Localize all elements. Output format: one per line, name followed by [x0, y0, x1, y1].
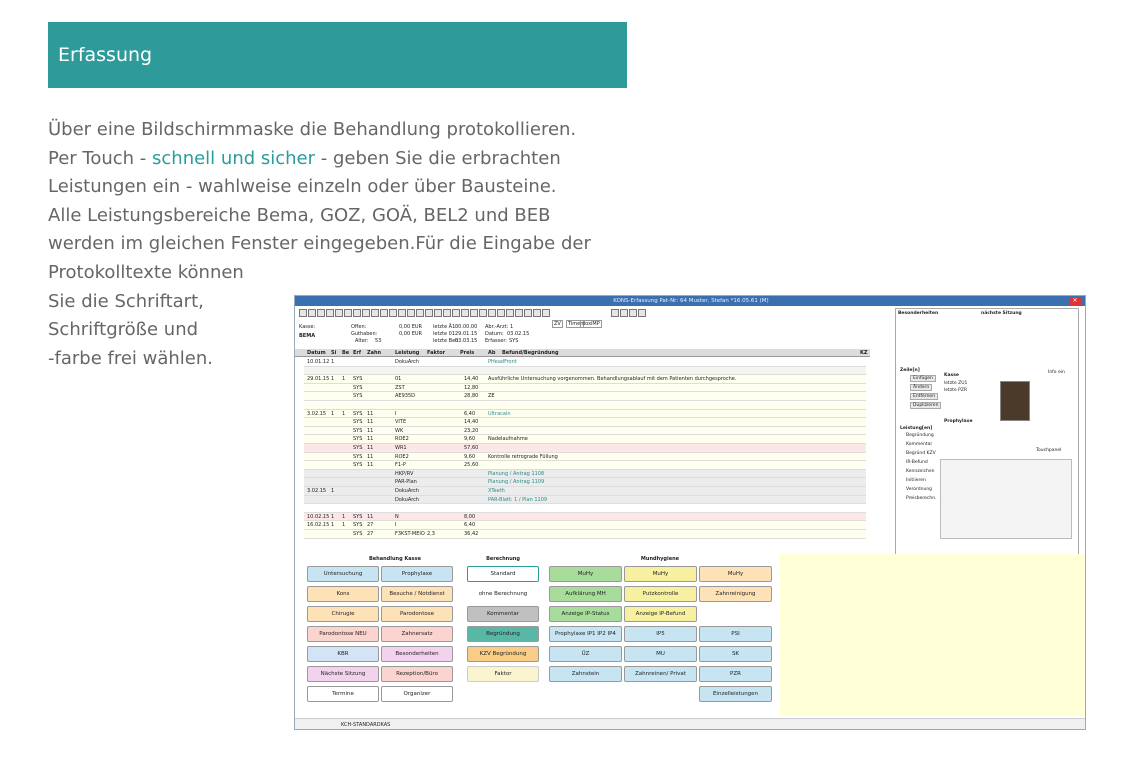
table-row[interactable]	[304, 358, 866, 367]
cell-d: 16.02.15	[307, 522, 330, 529]
paragraph-line	[48, 318, 198, 343]
cell-l: ROE2	[395, 453, 409, 460]
category-button[interactable]: Zahnersatz	[381, 626, 453, 642]
cell-e: SYS	[353, 384, 363, 391]
cell-e: SYS	[353, 410, 363, 417]
table-row[interactable]	[304, 470, 866, 479]
info-abr-val: 1	[510, 324, 514, 330]
paragraph-line	[48, 290, 204, 315]
hygiene-button[interactable]	[549, 686, 622, 702]
cell-p: 6,40	[464, 410, 476, 417]
line-text: Per Touch -	[48, 148, 153, 169]
cell-z: 11	[367, 427, 374, 434]
cell-t: Ausführliche Untersuchung vorgenommen. Behandlungsablauf mit dem Patienten durchgesproche.	[488, 376, 737, 383]
service-menu-item[interactable]: Verordnung	[906, 487, 933, 492]
toolbar-button[interactable]	[497, 309, 505, 317]
hygiene-button[interactable]: PZR	[699, 666, 772, 682]
cell-p: 9,60	[464, 453, 476, 460]
cell-l: HKP/RV	[395, 470, 414, 477]
category-button[interactable]: Parodontose	[381, 606, 453, 622]
cell-d: 3.02.15	[307, 410, 327, 417]
category-button[interactable]: Organizer	[381, 686, 453, 702]
column-header: Faktor	[427, 350, 446, 356]
category-button[interactable]: Parodontose NEU	[307, 626, 379, 642]
billing-button[interactable]: Standard	[467, 566, 539, 582]
cell-s: 1	[331, 522, 335, 529]
hygiene-button[interactable]: Anzeige IP-Status	[549, 606, 622, 622]
cell-e: SYS	[353, 445, 363, 451]
column-header: Erf	[353, 350, 362, 356]
cell-l: I	[395, 410, 397, 417]
cell-t: Kontrolle retrograde Füllung	[488, 453, 558, 460]
info-offen-val: 0,00 EUR	[399, 324, 423, 330]
cell-l: 01	[395, 376, 402, 383]
hygiene-button[interactable]: IP5	[624, 626, 697, 642]
billing-button[interactable]: Kommentar	[467, 606, 539, 622]
right-leistung: Leistung[en]	[900, 426, 933, 431]
info-tab[interactable]: ZV	[554, 321, 561, 327]
cell-z: 11	[367, 410, 374, 417]
avatar	[1000, 381, 1030, 421]
table-row[interactable]	[304, 521, 866, 530]
row-menu-item[interactable]: Ändern	[910, 384, 932, 391]
toolbar-button[interactable]	[611, 309, 619, 317]
hygiene-button[interactable]: Zahnreinigung	[699, 586, 772, 602]
info-alter-val: 53	[375, 338, 382, 344]
table-row[interactable]	[304, 504, 866, 513]
category-button[interactable]: Besuche / Notdienst	[381, 586, 453, 602]
toolbar-button[interactable]	[452, 309, 460, 317]
table-row[interactable]	[304, 496, 866, 505]
cell-e: SYS	[353, 513, 363, 520]
cell-s: 1	[331, 513, 335, 520]
toolbar-button[interactable]	[299, 309, 307, 317]
cell-p: 9,60	[464, 436, 476, 443]
status-bar	[295, 718, 1086, 730]
cell-p: 6,40	[464, 522, 476, 529]
paragraph-line	[48, 261, 244, 286]
column-header: Si	[331, 350, 337, 356]
cell-e: SYS	[353, 436, 363, 443]
cell-z: 11	[367, 445, 374, 451]
toolbar-button[interactable]	[488, 309, 496, 317]
status-text: KCH-STANDARDKAS	[341, 722, 391, 728]
cell-d: 29.01.15	[307, 376, 330, 383]
hygiene-button[interactable]: Aufklärung MH	[549, 586, 622, 602]
service-menu-item[interactable]: Initiieren	[906, 478, 926, 483]
toolbar-button[interactable]	[479, 309, 487, 317]
table-row[interactable]	[304, 487, 866, 496]
toolbar-button[interactable]	[470, 309, 478, 317]
cell-l: DokuArch	[395, 488, 420, 494]
right-zeile: Zeile[n]	[900, 368, 920, 373]
section-banner	[48, 22, 627, 88]
category-button[interactable]: Nächste Sitzung	[307, 666, 379, 682]
table-row[interactable]	[304, 401, 866, 410]
cell-l: WK	[395, 427, 404, 434]
cell-t: Ultracain	[488, 410, 511, 417]
right-naechste: nächste Sitzung	[981, 311, 1022, 316]
right-kasse: Kasse	[944, 373, 959, 378]
right-prophylaxe: Prophylaxe	[944, 419, 973, 424]
info-letzte-beh-val: 03.03.15	[455, 338, 478, 344]
toolbar-button[interactable]	[371, 309, 379, 317]
cell-f: 2,3	[427, 531, 435, 537]
hygiene-button[interactable]	[699, 606, 772, 622]
info-datum: Datum:	[485, 331, 504, 337]
toolbar-button[interactable]	[515, 309, 523, 317]
cell-s: 1	[331, 410, 335, 417]
table-row[interactable]	[304, 461, 866, 470]
toolbar-button[interactable]	[542, 309, 550, 317]
cell-e: SYS	[353, 462, 363, 469]
table-row[interactable]	[304, 384, 866, 393]
category-button[interactable]: Kons	[307, 586, 379, 602]
cell-l: DokuArch	[395, 359, 420, 365]
table-row[interactable]	[304, 530, 866, 539]
cell-z: 11	[367, 453, 374, 460]
cell-z: 11	[367, 462, 374, 469]
toolbar-button[interactable]	[335, 309, 343, 317]
category-button[interactable]: Prophylaxe	[381, 566, 453, 582]
paragraph-line	[48, 204, 550, 229]
category-button[interactable]: Chirugie	[307, 606, 379, 622]
highlight-text: schnell und sicher	[152, 148, 316, 169]
paragraph-line	[48, 347, 213, 372]
line-text: Leistungen ein - wahlweise einzeln oder über Bausteine.	[48, 176, 557, 197]
line-text: Alle Leistungsbereiche Bema, GOZ, GOÄ, BEL2 und BEB	[48, 205, 551, 226]
toolbar-button[interactable]	[326, 309, 334, 317]
panel-header-berechnung: Berechnung	[486, 556, 520, 562]
table-row[interactable]	[304, 367, 866, 376]
info-abr: Abr.-Arzt:	[485, 324, 509, 330]
hygiene-button[interactable]: Zahnreinen/ Privat	[624, 666, 697, 682]
cell-e: SYS	[353, 522, 363, 529]
toolbar-button[interactable]	[389, 309, 397, 317]
cell-t: PHeadFront	[488, 359, 517, 365]
cell-z: 27	[367, 522, 374, 529]
table-row[interactable]	[304, 513, 866, 522]
cell-p: 14,40	[464, 419, 479, 426]
cell-be: 1	[342, 410, 346, 417]
table-row[interactable]	[304, 410, 866, 419]
toolbar-button[interactable]	[533, 309, 541, 317]
toolbar-button[interactable]	[416, 309, 424, 317]
table-row[interactable]	[304, 435, 866, 444]
service-menu-item[interactable]: Begründung	[906, 433, 934, 438]
cell-p: 12,80	[464, 384, 479, 391]
billing-button[interactable]: Faktor	[467, 666, 539, 682]
window-title: KONS-Erfassung Pat-Nr: 64 Muster, Stefan *16.05.61 (M)	[613, 298, 769, 304]
info-erfasser: Erfasser:	[485, 338, 507, 344]
dental-chart	[940, 459, 1072, 539]
cell-p: 57,60	[464, 445, 479, 451]
cell-l: ROE2	[395, 436, 409, 443]
row-menu-item[interactable]: Duplizieren	[910, 402, 941, 409]
cell-e: SYS	[353, 393, 363, 400]
category-button[interactable]: Untersuchung	[307, 566, 379, 582]
service-menu-item[interactable]: Begründ KZV	[906, 451, 936, 456]
toolbar-button[interactable]	[629, 309, 637, 317]
paragraph-line	[48, 118, 576, 143]
cell-s: 1	[331, 359, 335, 365]
info-erfasser-val: SYS	[509, 338, 519, 344]
right-letzte-pzr: letzte PZR	[944, 388, 968, 393]
cell-l: F3KST-MEIO	[395, 531, 425, 537]
cell-z: 11	[367, 436, 374, 443]
row-menu-item[interactable]: Entfernen	[910, 393, 938, 400]
cell-be: 1	[342, 522, 346, 529]
service-menu-item[interactable]: Kommentar	[906, 442, 933, 447]
line-text: Über eine Bildschirmmaske die Behandlung protokollieren.	[48, 119, 577, 140]
info-alter: Alter:	[355, 338, 369, 344]
cell-l: WR1	[395, 445, 407, 451]
hygiene-button[interactable]: Prophylaxe IP1 IP2 IP4	[549, 626, 622, 642]
cell-l: F1-P	[395, 462, 406, 469]
hygiene-button[interactable]: Einzelleistungen	[699, 686, 772, 702]
column-header: KZ	[860, 350, 868, 356]
hygiene-button[interactable]: Zahnstein	[549, 666, 622, 682]
cell-d: 3.02.15	[307, 488, 327, 494]
toolbar-button[interactable]	[506, 309, 514, 317]
billing-button[interactable]: Begründung	[467, 626, 539, 642]
cell-t: XTeeth	[488, 488, 505, 494]
right-letzte-zu1: letzte ZU1	[944, 381, 968, 386]
cell-p: 8,00	[464, 513, 476, 520]
row-menu-item[interactable]: Einfügen	[910, 375, 936, 382]
toolbar-button[interactable]	[398, 309, 406, 317]
toolbar-button[interactable]	[620, 309, 628, 317]
cell-t: Planung / Antrag 1109	[488, 479, 545, 486]
cell-d: 10.02.15	[307, 513, 330, 520]
panel-header-mundhygiene: Mundhygiene	[640, 556, 680, 562]
category-button[interactable]: Rezeption/Büro	[381, 666, 453, 682]
table-row[interactable]	[304, 444, 866, 453]
right-touchpanel: Touchpanel	[1036, 448, 1062, 453]
info-kasse: BEMA	[299, 333, 316, 339]
window-titlebar	[295, 296, 1086, 306]
column-header: Leistung	[395, 350, 420, 356]
category-button[interactable]: KBR	[307, 646, 379, 662]
info-letzte-beh: letzte Beh.	[433, 338, 460, 344]
cell-e: SYS	[353, 531, 363, 537]
toolbar-button[interactable]	[524, 309, 532, 317]
line-text: Protokolltexte können	[48, 262, 244, 283]
column-header: Zahn	[367, 350, 382, 356]
cell-be: 1	[342, 376, 346, 383]
close-icon[interactable]: ✕	[1069, 297, 1081, 305]
service-menu-item[interactable]: IR-Befund	[906, 460, 928, 465]
table-header	[295, 349, 870, 357]
toolbar-button[interactable]	[425, 309, 433, 317]
cell-l: DokuArch	[395, 496, 420, 503]
cell-s: 1	[331, 376, 335, 383]
table-row[interactable]	[304, 375, 866, 384]
category-button[interactable]: Besonderheiten	[381, 646, 453, 662]
toolbar-button[interactable]	[308, 309, 316, 317]
column-header: Preis	[460, 350, 475, 356]
cell-s: 1	[331, 488, 335, 494]
cell-p: 25,60	[464, 462, 479, 469]
info-guthaben: Guthaben:	[351, 331, 378, 337]
cell-e: SYS	[353, 376, 363, 383]
cell-l: VITE	[395, 419, 407, 426]
hygiene-button[interactable]: Putzkontrolle	[624, 586, 697, 602]
hygiene-button[interactable]: MuHy	[699, 566, 772, 582]
right-panel	[895, 308, 1079, 558]
line-text-end: - geben Sie die erbrachten	[315, 148, 561, 169]
cell-l: N	[395, 513, 399, 520]
hygiene-button[interactable]: Anzeige IP-Befund	[624, 606, 697, 622]
hygiene-button[interactable]: PSI	[699, 626, 772, 642]
line-text: -farbe frei wählen.	[48, 348, 213, 369]
hygiene-button[interactable]: MU	[624, 646, 697, 662]
info-letzte-a: letzte Ä1:	[433, 324, 457, 330]
cell-d: 10.01.12	[307, 359, 330, 365]
toolbar-button[interactable]	[434, 309, 442, 317]
column-header: Befund/Begründung	[502, 350, 559, 356]
hygiene-button[interactable]: ÜZ	[549, 646, 622, 662]
cell-t: PAR-Blatt: 1 / Plan 1109	[488, 496, 548, 503]
cell-z: 11	[367, 419, 374, 426]
info-letzte01-val: 29.01.15	[455, 331, 478, 337]
table-row[interactable]	[304, 453, 866, 462]
info-letzte-a-val: 00.00.00	[455, 324, 478, 330]
cell-p: 23,20	[464, 427, 479, 434]
empty-area	[780, 554, 1086, 716]
section-title: Erfassung	[58, 44, 153, 66]
table-row[interactable]	[304, 418, 866, 427]
toolbar-button[interactable]	[638, 309, 646, 317]
panel-header-kasse: Behandlung Kasse	[368, 556, 422, 562]
cell-p: 28,80	[464, 393, 479, 400]
touch-panel	[295, 554, 1086, 730]
paragraph-line	[48, 147, 561, 172]
toolbar-button[interactable]	[353, 309, 361, 317]
table-row[interactable]	[304, 478, 866, 487]
cell-z: 27	[367, 531, 374, 537]
toolbar-button[interactable]	[407, 309, 415, 317]
right-besonderheiten: Besonderheiten	[898, 311, 939, 316]
info-offen: Offen:	[351, 324, 367, 330]
line-text: Sie die Schriftart,	[48, 291, 204, 312]
cell-t: Nadelaufnahme	[488, 436, 528, 443]
table-row[interactable]	[304, 392, 866, 401]
column-header: Be	[342, 350, 350, 356]
hygiene-button[interactable]	[624, 686, 697, 702]
toolbar-button[interactable]	[317, 309, 325, 317]
info-letzte01: letzte 01:	[433, 331, 457, 337]
billing-button[interactable]: KZV Begründung	[467, 646, 539, 662]
info-tab[interactable]: doxiMP	[582, 321, 600, 327]
category-button[interactable]: Termine	[307, 686, 379, 702]
cell-l: AE935D	[395, 393, 415, 400]
cell-e: SYS	[353, 419, 363, 426]
app-window-screenshot	[294, 295, 1086, 730]
cell-z: 11	[367, 513, 374, 520]
cell-be: 1	[342, 513, 346, 520]
toolbar-button[interactable]	[362, 309, 370, 317]
cell-p: 36,42	[464, 531, 479, 537]
info-tab[interactable]: Timer	[568, 321, 583, 327]
cell-l: PAR-Plan	[395, 479, 417, 486]
cell-t: ZE	[488, 393, 495, 400]
info-kasse-label: Kasse:	[299, 324, 316, 330]
table-row[interactable]	[304, 427, 866, 436]
toolbar-button[interactable]	[443, 309, 451, 317]
column-header: Ab	[488, 350, 496, 356]
cell-l: ZST	[395, 384, 405, 391]
cell-e: SYS	[353, 427, 363, 434]
cell-e: SYS	[353, 453, 363, 460]
paragraph-line	[48, 175, 557, 200]
hygiene-button[interactable]: SK	[699, 646, 772, 662]
service-menu-item[interactable]: Preisberechn.	[906, 496, 937, 501]
billing-button[interactable]: ohne Berechnung	[467, 586, 539, 602]
hygiene-button[interactable]: MuHy	[624, 566, 697, 582]
line-text: Schriftgröße und	[48, 319, 199, 340]
cell-l: I	[395, 522, 397, 529]
toolbar-button[interactable]	[344, 309, 352, 317]
column-header: Datum	[307, 350, 326, 356]
toolbar-button[interactable]	[380, 309, 388, 317]
right-status: Info ein	[1048, 370, 1065, 375]
paragraph-line	[48, 232, 591, 257]
line-text: werden im gleichen Fenster eingegeben.Für die Eingabe der	[48, 233, 591, 254]
hygiene-button[interactable]: MuHy	[549, 566, 622, 582]
info-datum-val: 03.02.15	[507, 331, 530, 337]
cell-t: Planung / Antrag 1108	[488, 470, 545, 477]
service-menu-item[interactable]: Kennzeichen	[906, 469, 935, 474]
cell-p: 14,40	[464, 376, 479, 383]
info-guthaben-val: 0,00 EUR	[399, 331, 423, 337]
toolbar-button[interactable]	[461, 309, 469, 317]
